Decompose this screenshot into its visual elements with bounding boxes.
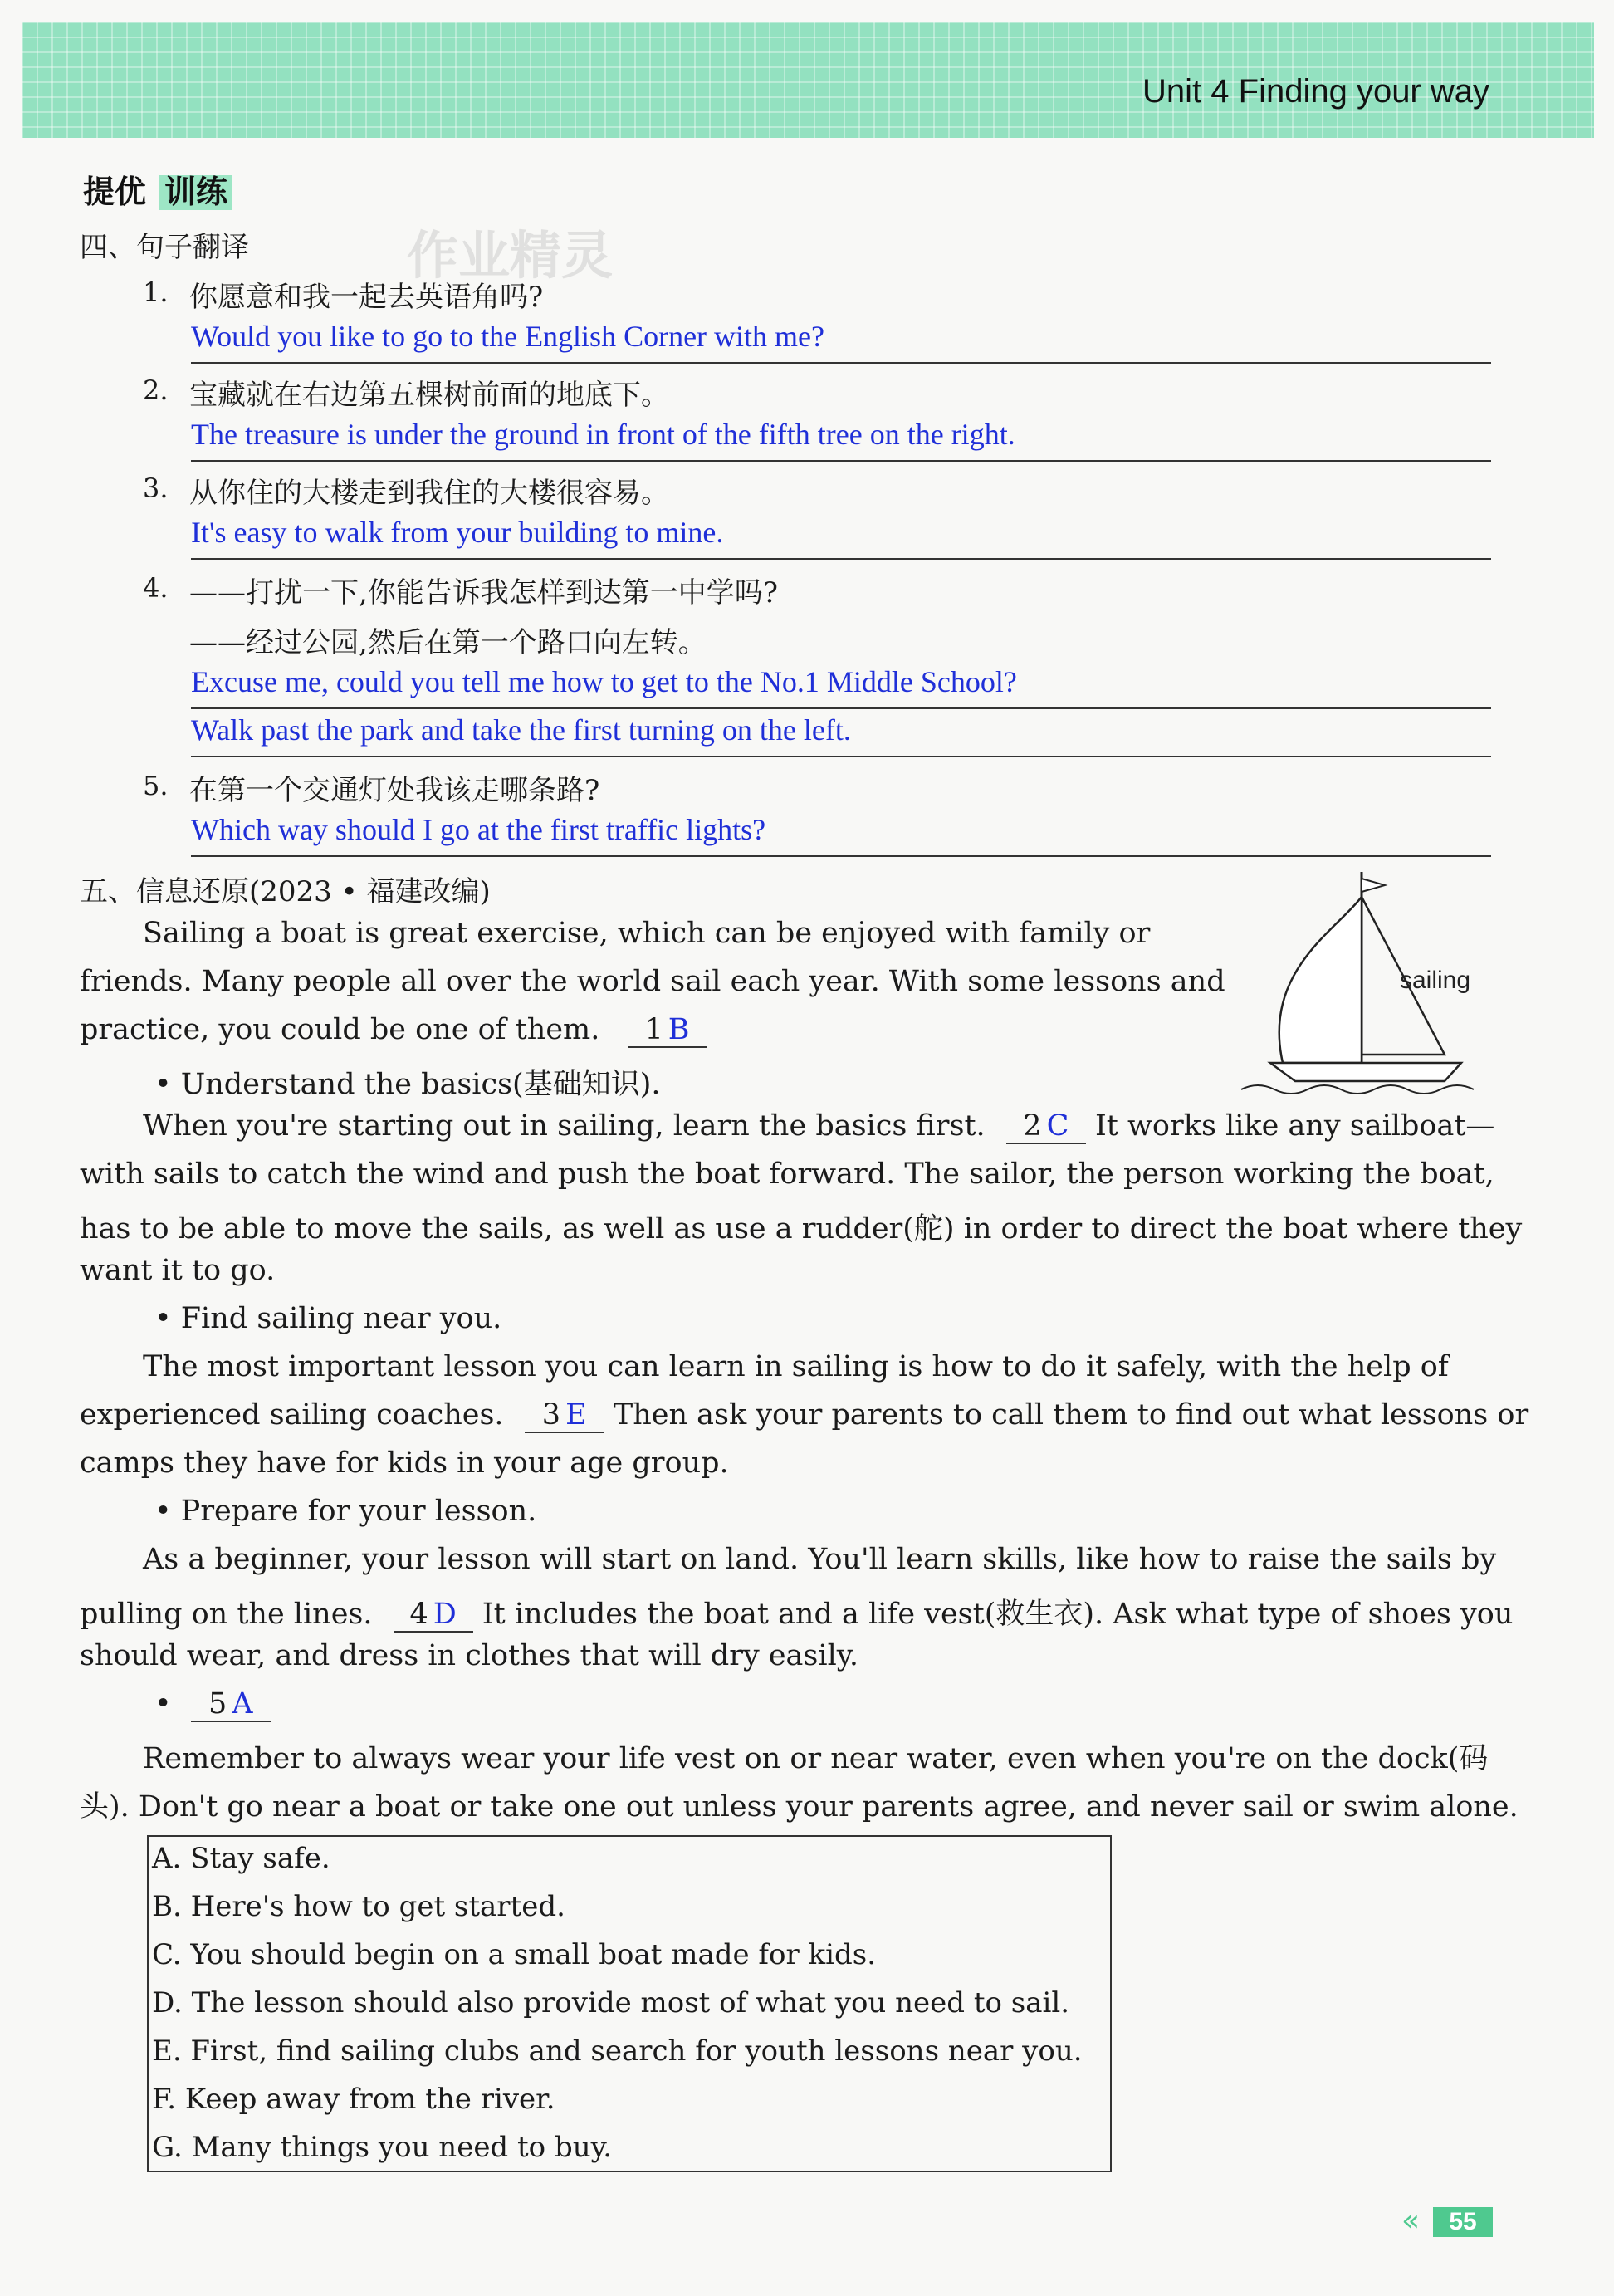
part5-heading: 五、信息还原(2023 • 福建改编): [80, 875, 491, 908]
bullet: •: [154, 1687, 172, 1721]
passage-line: friends. Many people all over the world sail each year. With some lessons and: [80, 965, 1225, 998]
passage-line: The most important lesson you can learn in sailing is how to do it safely, with the help of: [143, 1350, 1449, 1383]
answer-line: [191, 756, 1491, 757]
passage-text: experienced sailing coaches.: [80, 1398, 504, 1432]
section-tag: [83, 166, 232, 212]
item-number: 4.: [143, 572, 169, 604]
item-chinese-reply: ——经过公园,然后在第一个路口向左转。: [189, 626, 707, 659]
passage-line: has to be able to move the sails, as well as use a rudder(舵) in order to direct the boat where they: [80, 1212, 1523, 1246]
passage-line: Sailing a boat is great exercise, which can be enjoyed with family or: [143, 917, 1151, 950]
answer-line: [191, 707, 1491, 709]
passage-line: camps they have for kids in your age group.: [80, 1447, 729, 1480]
passage-text: It works like any sailboat—: [1094, 1109, 1495, 1143]
item-chinese: 从你住的大楼走到我住的大楼很容易。: [189, 477, 669, 510]
passage-text: When you're starting out in sailing, learn the basics first.: [143, 1109, 986, 1143]
passage-text: It includes the boat and a life vest(救生衣). Ask what type of shoes you: [482, 1598, 1514, 1631]
subheading: • Understand the basics(基础知识).: [154, 1068, 661, 1101]
answer-line: [191, 362, 1491, 364]
blank-5[interactable]: 5 A: [191, 1687, 271, 1722]
passage-text: pulling on the lines.: [80, 1598, 373, 1631]
item-number: 5.: [143, 770, 169, 801]
sailing-label: sailing: [1400, 967, 1471, 994]
passage-line: Remember to always wear your life vest on or near water, even when you're on the dock(码: [143, 1742, 1489, 1775]
item-chinese: 你愿意和我一起去英语角吗?: [189, 281, 544, 314]
option-d: D. The lesson should also provide most of what you need to sail.: [152, 1986, 1070, 2019]
option-g: G. Many things you need to buy.: [152, 2131, 613, 2164]
passage-line: should wear, and dress in clothes that will dry easily.: [80, 1639, 859, 1672]
section-tag-part2: 训练: [159, 175, 232, 210]
passage-line: [80, 1591, 1513, 1633]
item-chinese: 宝藏就在右边第五棵树前面的地底下。: [189, 379, 669, 412]
blank-4[interactable]: 4 D: [394, 1598, 473, 1633]
option-a: A. Stay safe.: [152, 1842, 330, 1875]
blank-3[interactable]: 3 E: [525, 1398, 604, 1433]
passage-line: with sails to catch the wind and push the boat forward. The sailor, the person working the boat,: [80, 1158, 1494, 1191]
passage-line: [80, 1013, 707, 1048]
blank-2[interactable]: 2 C: [1006, 1109, 1086, 1144]
answer-line: [191, 855, 1491, 857]
item-number: 3.: [143, 472, 169, 504]
subheading: • Prepare for your lesson.: [154, 1495, 537, 1528]
part4-heading: 四、句子翻译: [80, 231, 249, 264]
item-answer-2: Walk past the park and take the first turning on the left.: [191, 713, 851, 747]
passage-line: [80, 1398, 1528, 1433]
passage-line: [143, 1109, 1494, 1144]
option-b: B. Here's how to get started.: [152, 1890, 565, 1923]
subheading: [154, 1687, 271, 1722]
option-e: E. First, find sailing clubs and search for youth lessons near you.: [152, 2034, 1083, 2068]
item-answer: Which way should I go at the first traffic lights?: [191, 813, 766, 846]
item-chinese: ——打扰一下,你能告诉我怎样到达第一中学吗?: [189, 576, 779, 609]
item-number: 2.: [143, 375, 169, 406]
item-answer: It's easy to walk from your building to mine.: [191, 516, 724, 549]
passage-line: As a beginner, your lesson will start on land. You'll learn skills, like how to raise the sails by: [143, 1543, 1497, 1576]
double-chevron-left-icon: «: [1401, 2204, 1421, 2238]
passage-line: want it to go.: [80, 1254, 276, 1287]
unit-title: Unit 4 Finding your way: [1142, 73, 1489, 110]
item-answer: Would you like to go to the English Corner with me?: [191, 320, 824, 353]
answer-line: [191, 460, 1491, 462]
option-c: C. You should begin on a small boat made for kids.: [152, 1938, 877, 1971]
blank-1[interactable]: 1 B: [628, 1013, 707, 1048]
sailboat-illustration: [1237, 864, 1494, 1096]
answer-line: [191, 558, 1491, 560]
watermark: 作业精灵: [407, 228, 614, 285]
option-f: F. Keep away from the river.: [152, 2083, 555, 2116]
item-number: 1.: [143, 277, 169, 308]
passage-line: 头). Don't go near a boat or take one out unless your parents agree, and never sail or swim alone.: [80, 1790, 1519, 1824]
passage-text: Then ask your parents to call them to find out what lessons or: [613, 1398, 1529, 1432]
item-chinese: 在第一个交通灯处我该走哪条路?: [189, 774, 600, 807]
item-answer: The treasure is under the ground in front of the fifth tree on the right.: [191, 418, 1015, 451]
section-tag-part1: 提优: [83, 175, 147, 210]
passage-text: practice, you could be one of them.: [80, 1013, 600, 1046]
subheading: • Find sailing near you.: [154, 1302, 502, 1335]
item-answer: Excuse me, could you tell me how to get to the No.1 Middle School?: [191, 665, 1017, 698]
page-number: 55: [1433, 2207, 1493, 2237]
